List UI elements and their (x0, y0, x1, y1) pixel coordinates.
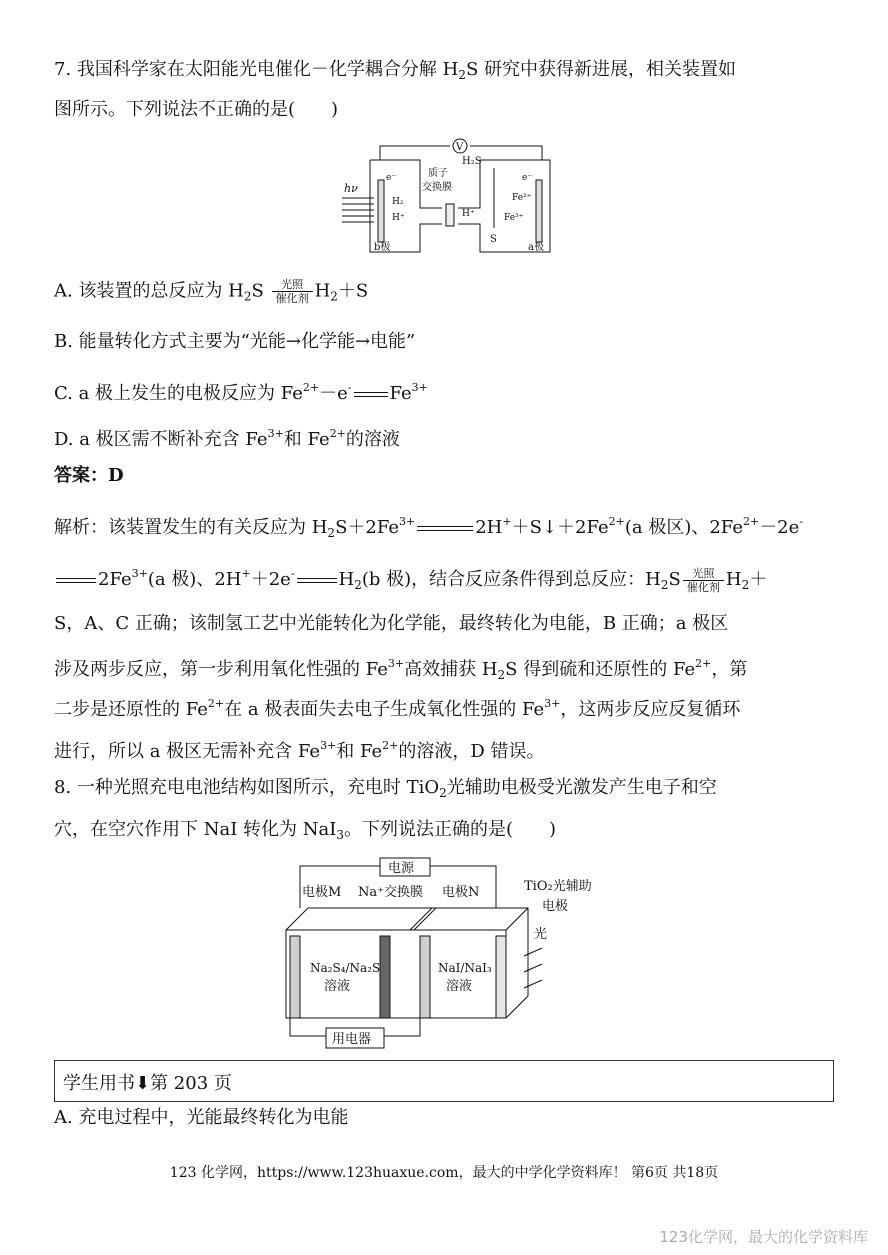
analysis-line4: 涉及两步反应，第一步利用氧化性强的 $Fe^{3+}$高效捕获 $H_2S$ 得到硫和还原性的 $Fe^{2+}$，第 (54, 657, 748, 682)
svg-text:a极: a极 (528, 242, 544, 253)
svg-text:电极: 电极 (542, 899, 569, 914)
q7-option-c[interactable]: C. a 极上发生的电极反应为 $Fe^{2+}-e^-$ $Fe^{3+}$ (54, 381, 428, 404)
electrode-m (290, 936, 300, 1018)
reaction-condition: 光照 催化剂 (272, 278, 313, 305)
svg-text:hν: hν (344, 182, 358, 195)
svg-text:H₂S: H₂S (462, 156, 482, 167)
svg-text:电源: 电源 (388, 861, 415, 876)
q7-option-b[interactable]: B. 能量转化方式主要为“光能→化学能→电能” (54, 331, 416, 352)
q8-figure (280, 856, 620, 1052)
analysis-line1: 解析：该装置发生的有关反应为 $H_2S+2Fe^{3+}$ $2H^++S↓+2Fe^{2+}(a$ 极区)、$2Fe^{2+}-2e^-$ (54, 515, 804, 540)
q8-option-a[interactable]: A. 充电过程中，光能最终转化为电能 (54, 1107, 349, 1128)
svg-text:e⁻: e⁻ (522, 173, 533, 183)
analysis-line6: 进行，所以 a 极区无需补充含 $Fe^{3+}$和 $Fe^{2+}$的溶液，D 错误。 (54, 739, 545, 762)
svg-text:Na⁺交换膜: Na⁺交换膜 (358, 885, 423, 900)
svg-text:H₂: H₂ (392, 197, 404, 207)
q7-stem-line2: 图所示。下列说法不正确的是( ) (54, 99, 339, 120)
student-book-reference: 学生用书⬇第 203 页 (54, 1060, 834, 1102)
na-exchange-membrane (380, 936, 390, 1018)
analysis-line5: 二步是还原性的 $Fe^{2+}$在 a 极表面失去电子生成氧化性强的 $Fe^{3+}$，这两步反应反复循环 (54, 697, 741, 720)
svg-text:TiO₂光辅助: TiO₂光辅助 (524, 879, 592, 894)
svg-text:溶液: 溶液 (446, 979, 473, 994)
electrode-a (536, 180, 542, 242)
q8-stem-line1: 8. 一种光照充电电池结构如图所示，充电时 TiO$_2$光辅助电极受光激发产生电子和空 (54, 777, 717, 800)
svg-text:溶液: 溶液 (324, 979, 351, 994)
svg-text:交换膜: 交换膜 (422, 182, 452, 193)
analysis-line3: S，A、C 正确；该制氢工艺中光能转化为化学能，最终转化为电能，B 正确；a 极区 (54, 613, 729, 634)
q7-option-d[interactable]: D. a 极区需不断补充含 $Fe^{3+}$和 $Fe^{2+}$的溶液 (54, 427, 400, 450)
q7-figure (340, 138, 560, 256)
electrode-n (420, 936, 430, 1018)
svg-text:电极M: 电极M (302, 885, 342, 900)
svg-text:e⁻: e⁻ (386, 173, 397, 183)
svg-text:Fe³⁺: Fe³⁺ (504, 213, 524, 223)
appliance-box (326, 1028, 384, 1048)
svg-text:NaI/NaI₃: NaI/NaI₃ (438, 961, 492, 975)
svg-text:V: V (456, 142, 464, 153)
tio2-electrode (496, 936, 506, 1018)
svg-text:H⁺: H⁺ (462, 209, 475, 219)
proton-membrane (446, 204, 454, 226)
equals-sign (354, 392, 388, 397)
svg-text:S: S (490, 234, 497, 245)
svg-text:H⁺: H⁺ (392, 213, 405, 223)
page-footer: 123 化学网，https://www.123huaxue.com，最大的中学化学资料库！ 第6页 共18页 (169, 1165, 719, 1181)
svg-text:Na₂S₄/Na₂S: Na₂S₄/Na₂S (310, 961, 381, 975)
svg-text:Fe²⁺: Fe²⁺ (512, 193, 532, 203)
q7-option-a[interactable]: A. 该装置的总反应为 $H_2S$ 光照 催化剂 $H_2+S$ (54, 278, 369, 305)
power-box (380, 858, 430, 876)
svg-text:电极N: 电极N (442, 885, 480, 900)
light-arrows (524, 948, 542, 988)
q8-stem-line2: 穴，在空穴作用下 NaI 转化为 NaI$_3$。下列说法正确的是( ) (54, 819, 557, 842)
voltmeter-circle (453, 139, 467, 153)
q7-answer: 答案：D (54, 465, 124, 486)
svg-text:质子: 质子 (428, 168, 448, 179)
svg-text:b极: b极 (374, 242, 391, 253)
svg-text:光: 光 (534, 927, 548, 942)
q7-stem-line1: 7. 我国科学家在太阳能光电催化－化学耦合分解 $H_2S$ 研究中获得新进展，相关装置如 (54, 59, 737, 82)
electrode-b (378, 180, 384, 242)
watermark: 123化学网，最大的化学资料库 (659, 1228, 868, 1246)
analysis-line2: $2Fe^{3+}(a$ 极)、2H+＋2e- $H_2(b$ 极)，结合反应条件得到总反应：$H_2S$ 光照 催化剂 $H_2+$ (54, 562, 767, 597)
svg-text:用电器: 用电器 (332, 1032, 372, 1047)
